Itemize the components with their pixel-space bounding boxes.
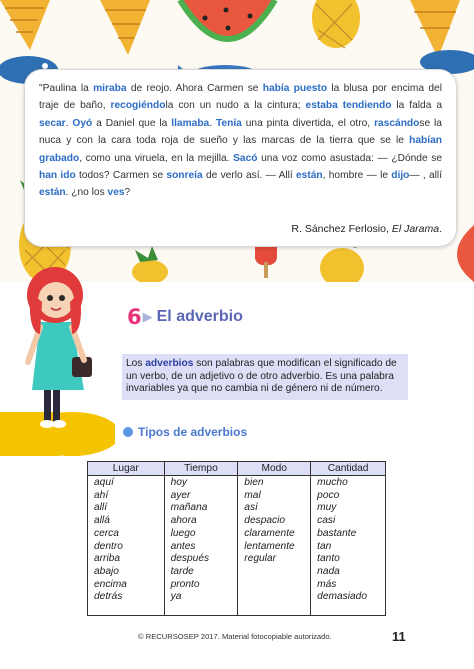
highlighted-verb: miraba [93, 83, 127, 94]
ice-cream-icon [0, 0, 50, 50]
table-cell-adverb: ahí [94, 489, 109, 501]
table-cell-adverb: allí [94, 502, 108, 514]
table-cell-adverb: bastante [317, 527, 357, 539]
table-cell-adverb: tarde [170, 565, 194, 577]
quote-text [39, 80, 442, 202]
definition-keyword: adverbios [145, 358, 194, 369]
table-cell-adverb: nada [317, 565, 340, 577]
column-lugar [88, 476, 165, 616]
highlighted-verb: secar [39, 117, 66, 129]
table-cell-adverb: casi [317, 515, 336, 527]
source-title: El Jarama [391, 223, 440, 235]
table-cell-adverb: demasiado [317, 591, 367, 603]
quote-fragment: a Daniel que la [92, 117, 172, 129]
watermelon-icon [180, 0, 275, 39]
header-tiempo: Tiempo [164, 462, 238, 476]
subsection-heading [123, 425, 247, 439]
quote-card [24, 69, 457, 247]
quote-fragment: todos? Carmen se [75, 170, 167, 182]
highlighted-verb: Sacó [233, 152, 258, 164]
quote-source [291, 223, 442, 235]
table-cell-adverb: cerca [94, 527, 119, 539]
highlighted-verb: recogiéndo [110, 100, 166, 112]
quote-fragment: una pinta divertida, el otro, [241, 117, 375, 129]
table-cell-adverb: despacio [244, 515, 286, 527]
quote-fragment: se la nuca y con la cara toda roja de sueño y las marcas de la tierra que se le [39, 117, 442, 147]
table-cell-adverb: luego [170, 527, 196, 539]
quote-fragment: de verlo así. — Allí [202, 170, 297, 182]
table-cell-adverb: ayer [170, 489, 191, 501]
quote-fragment: . ¿no los [65, 187, 108, 199]
table-cell-adverb: así [244, 502, 258, 514]
table-cell-adverb: pronto [170, 578, 200, 590]
adverbs-table [87, 461, 386, 616]
quote-fragment: la con un nudo a la cintura; [165, 100, 306, 112]
pineapple-icon [132, 246, 168, 282]
table-cell-adverb: dentro [94, 540, 123, 552]
table-cell-adverb: muy [317, 502, 337, 514]
highlighted-verb: rascándo [374, 117, 420, 129]
highlighted-verb: había puesto [262, 83, 328, 94]
subsection-title: Tipos de adverbios [138, 425, 248, 439]
ice-cream-icon [100, 0, 150, 55]
table-cell-adverb: encima [94, 578, 127, 590]
table-cell-adverb: detrás [94, 591, 123, 603]
table-row [88, 476, 386, 616]
highlighted-verb: habían grabado [39, 135, 442, 164]
table-cell-adverb: mal [244, 489, 261, 501]
table-header-row [88, 462, 386, 476]
girl-illustration [0, 262, 115, 462]
table-cell-adverb: arriba [94, 553, 121, 565]
definition-prefix: Los [126, 358, 146, 369]
table-cell-adverb: lentamente [244, 540, 295, 552]
highlighted-verb: sonreía [166, 170, 203, 182]
ice-cream-icon [410, 0, 460, 58]
table-cell-adverb: claramente [244, 527, 295, 539]
pineapple-icon [312, 0, 360, 48]
quote-fragment: , como una viruela, en la mejilla. [79, 152, 234, 164]
highlighted-verb: están [296, 170, 323, 182]
source-end: . [439, 223, 442, 235]
table-cell-adverb: ahora [170, 515, 197, 527]
quote-fragment: "Paulina la [39, 83, 94, 94]
header-lugar: Lugar [88, 462, 165, 476]
section-name: El adverbio [156, 308, 243, 325]
table-cell-adverb: allá [94, 515, 110, 527]
column-tiempo [164, 476, 238, 616]
watermelon-icon [457, 225, 474, 282]
section-title [127, 305, 243, 329]
table-cell-adverb: ya [170, 591, 182, 603]
table-cell-adverb: poco [317, 489, 340, 501]
table-cell-adverb: mañana [170, 502, 208, 514]
quote-fragment: . [209, 117, 216, 129]
highlighted-verb: Oyó [72, 117, 93, 129]
highlighted-verb: han ido [39, 170, 76, 182]
quote-fragment: . [65, 117, 73, 129]
quote-fragment: una voz como asustada: — ¿Dónde se [257, 152, 442, 164]
table-cell-adverb: después [170, 553, 210, 565]
quote-fragment: de reojo. Ahora Carmen se [126, 83, 263, 94]
highlighted-verb: llamaba [171, 117, 210, 129]
highlighted-verb: estaba tendiendo [305, 100, 392, 112]
table-cell-adverb: más [317, 578, 337, 590]
definition-box [122, 354, 408, 400]
section-number: 6 [127, 305, 142, 329]
table-cell-adverb: mucho [317, 477, 348, 488]
play-arrow-icon: ▶ [142, 309, 153, 324]
table-cell-adverb: tanto [317, 553, 340, 565]
table-cell-adverb: tan [317, 540, 332, 552]
copyright-footer: © RECURSOSEP 2017. Material fotocopiable autorizado. [138, 632, 332, 641]
column-modo [238, 476, 311, 616]
header-modo: Modo [238, 462, 311, 476]
quote-fragment: — , allí [409, 170, 443, 182]
definition-text: son palabras que modifican el significado de un verbo, de un adjetivo o de otro adverbio. Es una palabra invariables ya que no cambia ni de género ni de número. [126, 358, 397, 395]
quote-fragment: , hombre — le [322, 170, 392, 182]
source-author: R. Sánchez Ferlosio, [291, 223, 392, 235]
page-number: 11 [392, 629, 406, 644]
table-cell-adverb: abajo [94, 565, 119, 577]
highlighted-verb: dijo [391, 170, 410, 182]
column-cantidad [311, 476, 386, 616]
bullet-dot-icon [123, 427, 133, 437]
quote-fragment: ? [124, 187, 131, 199]
table-cell-adverb: bien [244, 477, 264, 488]
table-cell-adverb: hoy [170, 477, 188, 488]
table-cell-adverb: antes [170, 540, 196, 552]
quote-fragment: la falda a [391, 100, 443, 112]
table-cell-adverb: regular [244, 553, 277, 565]
header-cantidad: Cantidad [311, 462, 386, 476]
highlighted-verb: Tenía [215, 117, 242, 129]
table-cell-adverb: aquí [94, 477, 114, 488]
quote-fragment: la blusa por encima del traje de baño, [39, 83, 442, 112]
highlighted-verb: están [39, 187, 66, 199]
highlighted-verb: ves [107, 187, 125, 199]
